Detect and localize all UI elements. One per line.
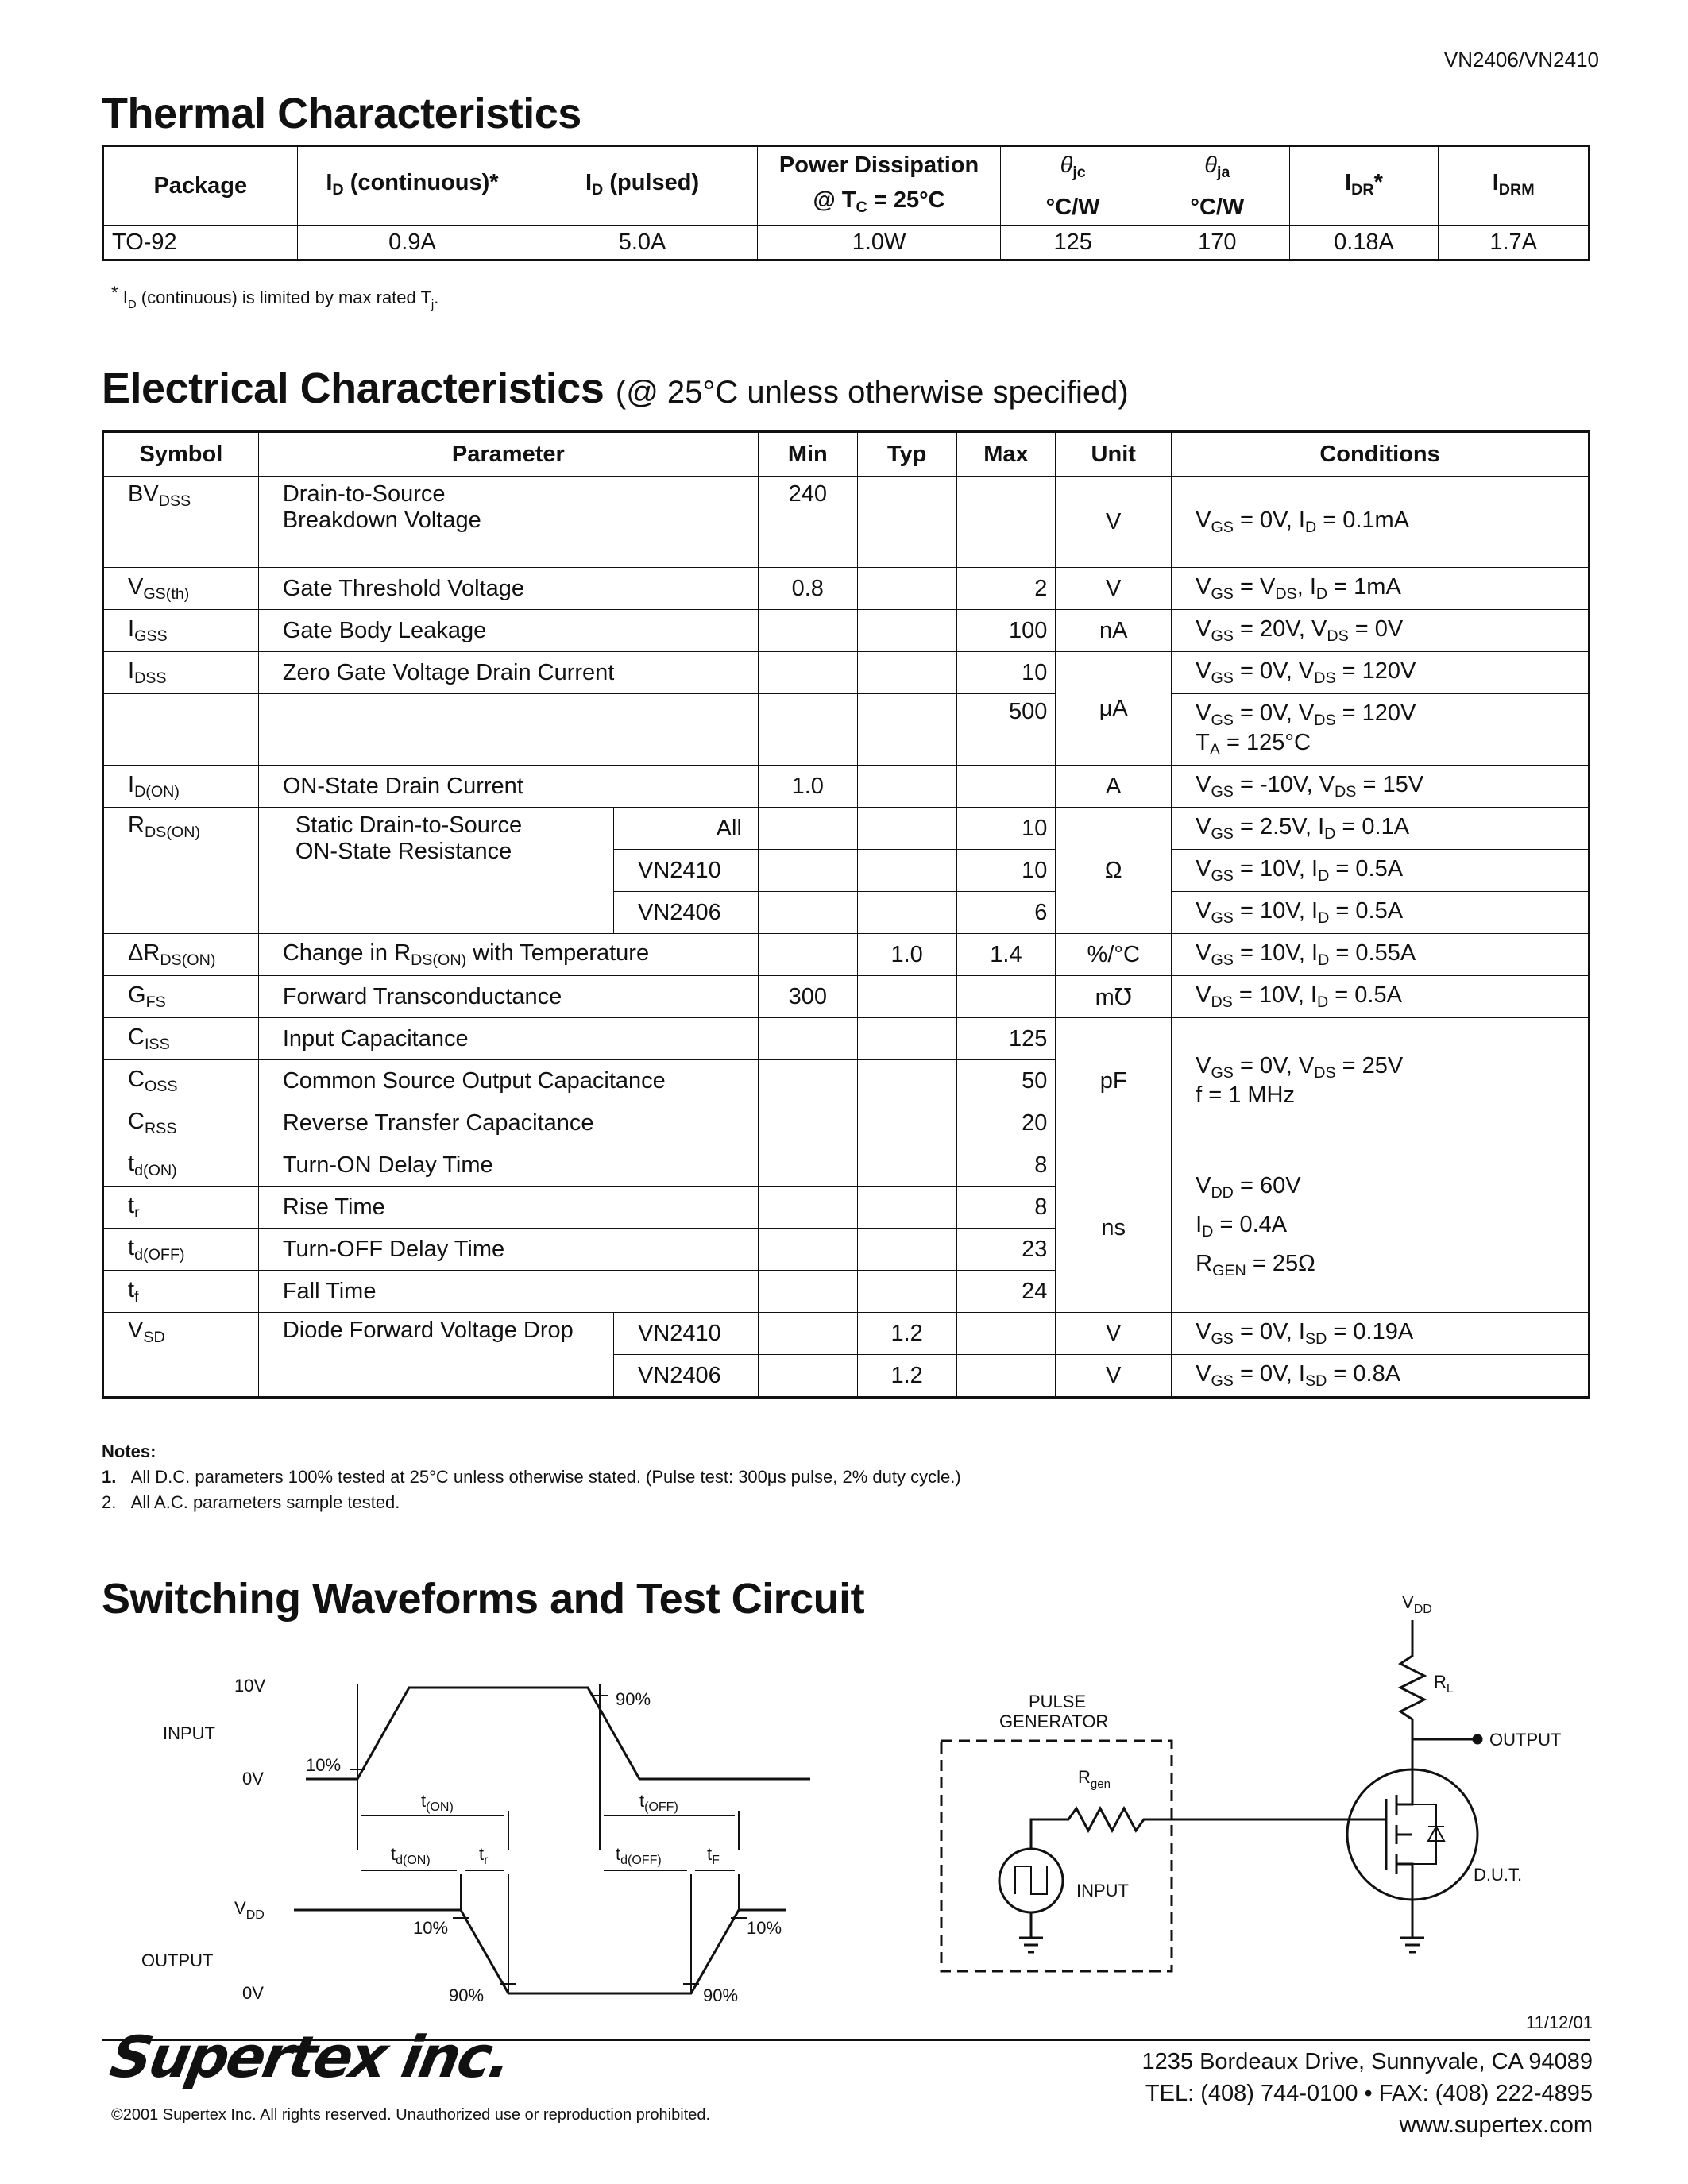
waveform-labels bbox=[141, 1676, 782, 2005]
label-rl: $R_L$ bbox=[1434, 1672, 1454, 1696]
unit-rdson: Ω bbox=[1056, 808, 1172, 934]
sym-rdson: $R_{DS(ON)}$ bbox=[103, 808, 259, 934]
electrical-title: Electrical Characteristics (@ 25°C unless otherwise specified) bbox=[102, 365, 1129, 412]
sym-tdon: $t_{d(ON)}$ bbox=[103, 1144, 259, 1187]
min-vgsth: 0.8 bbox=[758, 568, 857, 610]
label-out-90a: 90% bbox=[449, 1985, 485, 2005]
max-coss: 50 bbox=[956, 1060, 1056, 1102]
pulse-generator-box bbox=[941, 1741, 1172, 1971]
dev-vsd-2406: VN2406 bbox=[614, 1355, 759, 1398]
param-drds: Change in $R_{DS(ON)}$ with Temperature bbox=[258, 934, 758, 976]
unit-times: ns bbox=[1056, 1144, 1172, 1313]
th-max: Max bbox=[956, 432, 1056, 477]
copyright: ©2001 Supertex Inc. All rights reserved. Unauthorized use or reproduction prohibited. bbox=[111, 2106, 711, 2124]
unit-vsd-2: V bbox=[1056, 1355, 1172, 1398]
input-waveform bbox=[306, 1688, 810, 1779]
th-power-dissipation: Power Dissipation @ $T_C = 25^\circ C$ bbox=[757, 146, 1001, 226]
dev-rdson-all: All bbox=[614, 808, 759, 850]
cond-gfs: $V_{DS} = 10V$, $I_D = 0.5A$ bbox=[1172, 976, 1590, 1018]
th-parameter: Parameter bbox=[258, 432, 758, 477]
cond-times: $V_{DD} = 60V$ $I_D = 0.4A$ $R_{GEN} = 25\Omega$ bbox=[1172, 1144, 1590, 1313]
rl-resistor-icon bbox=[1400, 1620, 1424, 1739]
th-symbol: Symbol bbox=[103, 432, 259, 477]
min-bvdss: 240 bbox=[758, 477, 857, 568]
sym-gfs: $G_{FS}$ bbox=[103, 976, 259, 1018]
th-theta-jc: $\theta_{jc}$ °C/W bbox=[1001, 146, 1145, 226]
td-package: TO-92 bbox=[103, 226, 298, 260]
cond-drds: $V_{GS} = 10V$, $I_D = 0.55A$ bbox=[1172, 934, 1590, 976]
label-c-output: OUTPUT bbox=[1489, 1730, 1562, 1750]
min-gfs: 300 bbox=[758, 976, 857, 1018]
waveforms bbox=[294, 1684, 810, 1993]
label-tdoff: $t_{d(OFF)}$ bbox=[616, 1844, 662, 1867]
cond-bvdss: $V_{GS} = 0V$, $I_D = 0.1mA$ bbox=[1172, 477, 1590, 568]
label-generator: GENERATOR bbox=[999, 1711, 1109, 1731]
sym-crss: $C_{RSS}$ bbox=[103, 1102, 259, 1144]
max-rdson-1: 10 bbox=[956, 808, 1056, 850]
unit-vsd-1: V bbox=[1056, 1313, 1172, 1355]
label-ton: $t_{(ON)}$ bbox=[421, 1791, 454, 1814]
note-2: 2. All A.C. parameters sample tested. bbox=[102, 1492, 400, 1512]
td-id-cont: 0.9A bbox=[297, 226, 527, 260]
param-ciss: Input Capacitance bbox=[258, 1018, 758, 1060]
max-tr: 8 bbox=[956, 1187, 1056, 1229]
label-vdd: $V_{DD}$ bbox=[234, 1898, 265, 1922]
max-tf: 24 bbox=[956, 1271, 1056, 1313]
sym-tf: $t_f$ bbox=[103, 1271, 259, 1313]
sym-vsd: $V_{SD}$ bbox=[103, 1313, 259, 1398]
unit-igss: nA bbox=[1056, 610, 1172, 652]
unit-idss: μA bbox=[1056, 652, 1172, 766]
th-theta-ja: $\theta_{ja}$ °C/W bbox=[1145, 146, 1290, 226]
td-pd: 1.0W bbox=[757, 226, 1001, 260]
sym-idon: $I_{D(ON)}$ bbox=[103, 766, 259, 808]
cond-vgsth: $V_{GS} = V_{DS}$, $I_D = 1mA$ bbox=[1172, 568, 1590, 610]
label-toff: $t_{(OFF)}$ bbox=[639, 1791, 678, 1814]
th-typ: Typ bbox=[857, 432, 956, 477]
td-idr: 0.18A bbox=[1289, 226, 1439, 260]
param-crss: Reverse Transfer Capacitance bbox=[258, 1102, 758, 1144]
th-conditions: Conditions bbox=[1172, 432, 1590, 477]
param-tdoff: Turn-OFF Delay Time bbox=[258, 1229, 758, 1271]
label-out-10b: 10% bbox=[747, 1918, 782, 1938]
td-theta-jc: 125 bbox=[1001, 226, 1145, 260]
max-ciss: 125 bbox=[956, 1018, 1056, 1060]
label-c-input: INPUT bbox=[1076, 1881, 1129, 1900]
ground-icon-2 bbox=[1400, 1922, 1424, 1952]
label-out-90b: 90% bbox=[703, 1985, 739, 2005]
address: 1235 Bordeaux Drive, Sunnyvale, CA 94089 bbox=[1141, 2049, 1593, 2074]
cond-idon: $V_{GS} = -10V$, $V_{DS} = 15V$ bbox=[1172, 766, 1590, 808]
unit-caps: pF bbox=[1056, 1018, 1172, 1144]
label-pulse: PULSE bbox=[1029, 1692, 1087, 1711]
sym-drds: $\Delta R_{DS(ON)}$ bbox=[103, 934, 259, 976]
th-id-pulsed: $I_D$ (pulsed) bbox=[527, 146, 757, 226]
sym-igss: $I_{GSS}$ bbox=[103, 610, 259, 652]
notes-title: Notes: bbox=[102, 1441, 156, 1461]
label-rgen: $R_{gen}$ bbox=[1078, 1767, 1111, 1791]
typ-vsd-2: 1.2 bbox=[857, 1355, 956, 1398]
th-min: Min bbox=[758, 432, 857, 477]
max-tdon: 8 bbox=[956, 1144, 1056, 1187]
test-circuit bbox=[941, 1620, 1481, 1971]
cond-igss: $V_{GS} = 20V$, $V_{DS} = 0V$ bbox=[1172, 610, 1590, 652]
param-gfs: Forward Transconductance bbox=[258, 976, 758, 1018]
param-igss: Gate Body Leakage bbox=[258, 610, 758, 652]
th-unit: Unit bbox=[1056, 432, 1172, 477]
param-coss: Common Source Output Capacitance bbox=[258, 1060, 758, 1102]
td-id-pulsed: 5.0A bbox=[527, 226, 757, 260]
typ-vsd-1: 1.2 bbox=[857, 1313, 956, 1355]
unit-gfs: m℧ bbox=[1056, 976, 1172, 1018]
thermal-footnote: * $I_D$ (continuous) is limited by max rated $T_j$. bbox=[111, 283, 439, 311]
company-logo: Supertex inc. bbox=[105, 2024, 516, 2090]
doc-date: 11/12/01 bbox=[1525, 2012, 1593, 2032]
cond-caps: $V_{GS} = 0V$, $V_{DS} = 25V$ f = 1 MHz bbox=[1172, 1018, 1590, 1144]
label-0v: 0V bbox=[242, 1769, 264, 1788]
sym-idss: $I_{DSS}$ bbox=[103, 652, 259, 694]
unit-drds: %/°C bbox=[1056, 934, 1172, 976]
switching-title: Switching Waveforms and Test Circuit bbox=[102, 1575, 865, 1623]
param-bvdss: Drain-to-Source Breakdown Voltage bbox=[258, 477, 758, 568]
td-idrm: 1.7A bbox=[1439, 226, 1590, 260]
dev-rdson-2406: VN2406 bbox=[614, 892, 759, 934]
max-igss: 100 bbox=[956, 610, 1056, 652]
max-rdson-3: 6 bbox=[956, 892, 1056, 934]
cond-idss-2: $V_{GS} = 0V$, $V_{DS} = 120V$ $T_A = 125^\circ C$ bbox=[1172, 694, 1590, 766]
label-input: INPUT bbox=[163, 1723, 215, 1743]
param-idon: ON-State Drain Current bbox=[258, 766, 758, 808]
part-number-header: VN2406/VN2410 bbox=[1443, 48, 1599, 71]
td-theta-ja: 170 bbox=[1145, 226, 1290, 260]
sym-vgsth: $V_{GS(th)}$ bbox=[103, 568, 259, 610]
cond-vsd-2: $V_{GS} = 0V$, $I_{SD} = 0.8A$ bbox=[1172, 1355, 1590, 1398]
label-tdon: $t_{d(ON)}$ bbox=[391, 1844, 431, 1867]
cond-rdson-3: $V_{GS} = 10V$, $I_D = 0.5A$ bbox=[1172, 892, 1590, 934]
label-90pct: 90% bbox=[616, 1689, 651, 1709]
param-vgsth: Gate Threshold Voltage bbox=[258, 568, 758, 610]
cond-rdson-1: $V_{GS} = 2.5V$, $I_D = 0.1A$ bbox=[1172, 808, 1590, 850]
typ-drds: 1.0 bbox=[857, 934, 956, 976]
param-idss: Zero Gate Voltage Drain Current bbox=[258, 652, 758, 694]
rgen-resistor-icon bbox=[1031, 1808, 1386, 1849]
label-tf: $t_F$ bbox=[707, 1844, 720, 1867]
website: www.supertex.com bbox=[1399, 2113, 1593, 2138]
ground-icon-1 bbox=[1019, 1912, 1043, 1952]
sym-tdoff: $t_{d(OFF)}$ bbox=[103, 1229, 259, 1271]
label-dut: D.U.T. bbox=[1474, 1865, 1523, 1885]
label-c-vdd: $V_{DD}$ bbox=[1402, 1592, 1432, 1616]
max-tdoff: 23 bbox=[956, 1229, 1056, 1271]
max-idss-2: 500 bbox=[956, 694, 1056, 766]
note-1: 1. All D.C. parameters 100% tested at 25°C unless otherwise stated. (Pulse test: 300μs pulse, 2% duty cycle.) bbox=[102, 1467, 961, 1487]
cond-rdson-2: $V_{GS} = 10V$, $I_D = 0.5A$ bbox=[1172, 850, 1590, 892]
max-vgsth: 2 bbox=[956, 568, 1056, 610]
max-drds: 1.4 bbox=[956, 934, 1056, 976]
max-crss: 20 bbox=[956, 1102, 1056, 1144]
sym-ciss: $C_{ISS}$ bbox=[103, 1018, 259, 1060]
sym-tr: $t_r$ bbox=[103, 1187, 259, 1229]
label-output: OUTPUT bbox=[141, 1951, 214, 1970]
th-idrm: $I_{DRM}$ bbox=[1439, 146, 1590, 226]
th-package: Package bbox=[103, 146, 298, 226]
phone-fax: TEL: (408) 744-0100 • FAX: (408) 222-4895 bbox=[1145, 2081, 1593, 2106]
mosfet-drain-source bbox=[1396, 1739, 1412, 1922]
param-tf: Fall Time bbox=[258, 1271, 758, 1313]
cond-vsd-1: $V_{GS} = 0V$, $I_{SD} = 0.19A$ bbox=[1172, 1313, 1590, 1355]
cond-idss-1: $V_{GS} = 0V$, $V_{DS} = 120V$ bbox=[1172, 652, 1590, 694]
param-rdson: Static Drain-to-Source ON-State Resistance bbox=[258, 808, 613, 934]
th-id-cont: $I_D$ (continuous)* bbox=[297, 146, 527, 226]
thermal-title: Thermal Characteristics bbox=[102, 90, 581, 137]
sym-coss: $C_{OSS}$ bbox=[103, 1060, 259, 1102]
label-10v: 10V bbox=[234, 1676, 266, 1696]
unit-vgsth: V bbox=[1056, 568, 1172, 610]
param-tr: Rise Time bbox=[258, 1187, 758, 1229]
max-rdson-2: 10 bbox=[956, 850, 1056, 892]
dev-rdson-2410: VN2410 bbox=[614, 850, 759, 892]
max-idss-1: 10 bbox=[956, 652, 1056, 694]
label-10pct: 10% bbox=[306, 1755, 342, 1775]
dev-vsd-2410: VN2410 bbox=[614, 1313, 759, 1355]
circuit-labels bbox=[999, 1592, 1561, 1900]
th-idr: $I_{DR}*$ bbox=[1289, 146, 1439, 226]
unit-idon: A bbox=[1056, 766, 1172, 808]
param-tdon: Turn-ON Delay Time bbox=[258, 1144, 758, 1187]
min-idon: 1.0 bbox=[758, 766, 857, 808]
label-tr: $t_r$ bbox=[479, 1844, 489, 1867]
label-out-10a: 10% bbox=[413, 1918, 449, 1938]
sym-bvdss: $BV_{DSS}$ bbox=[103, 477, 259, 568]
param-vsd: Diode Forward Voltage Drop bbox=[258, 1313, 613, 1398]
unit-bvdss: V bbox=[1056, 477, 1172, 568]
label-out-0v: 0V bbox=[242, 1983, 264, 2003]
output-waveform bbox=[294, 1910, 786, 1993]
